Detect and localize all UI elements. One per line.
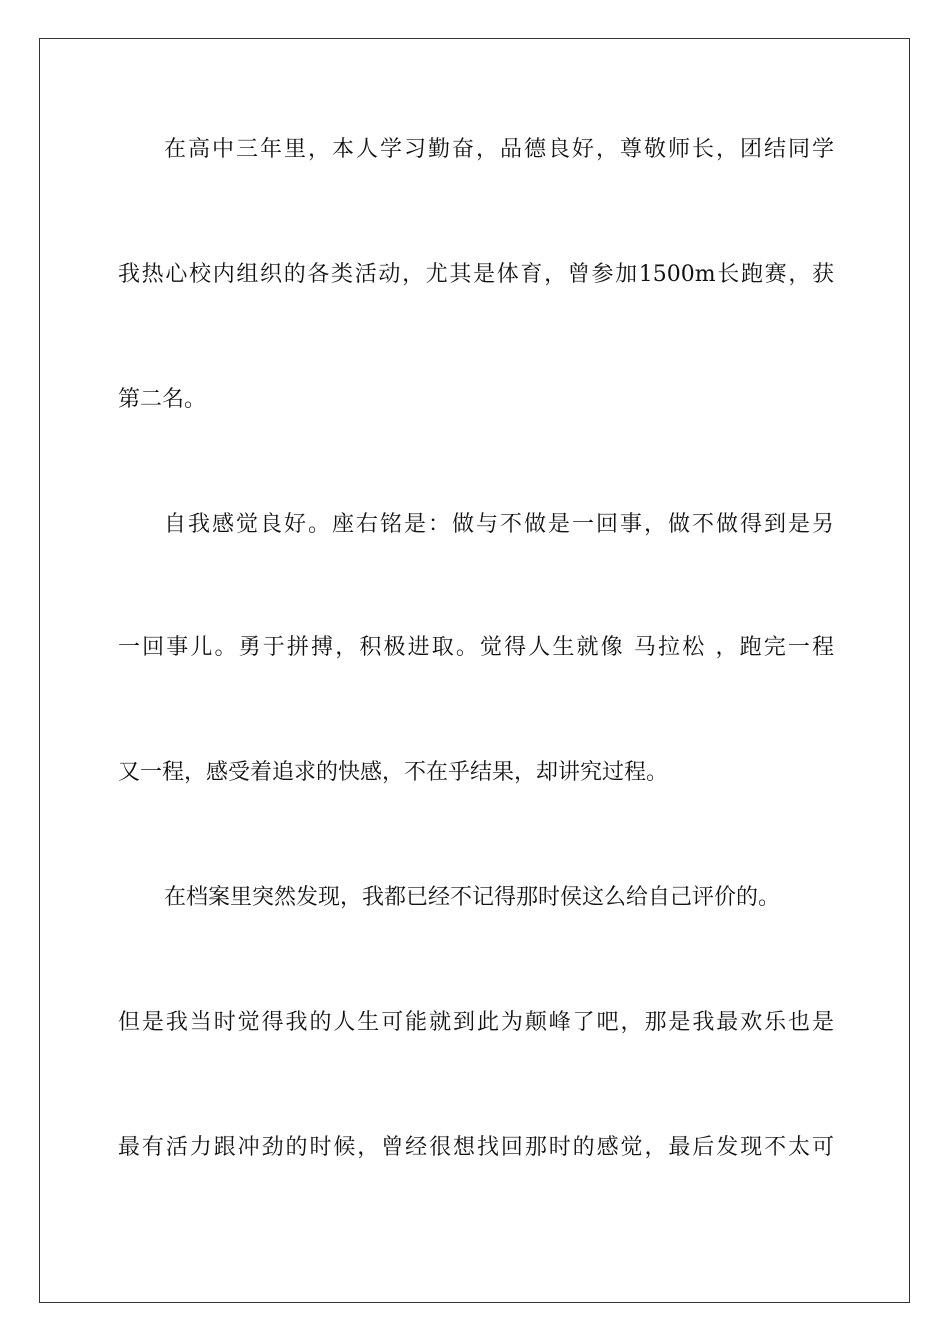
text-line: 又一程，感受着追求的快感，不在乎结果，却讲究过程。 [118,760,669,785]
text-line: 第二名。 [118,387,207,412]
text-line: 在档案里突然发现，我都已经不记得那时侯这么给自己评价的。 [164,885,781,910]
text-line: 在高中三年里，本人学习勤奋，品德良好，尊敬师长，团结同学 [164,137,834,162]
text-line: 最有活力跟冲劲的时候，曾经很想找回那时的感觉，最后发现不太可 [118,1135,834,1160]
text-line: 但是我当时觉得我的人生可能就到此为颠峰了吧，那是我最欢乐也是 [118,1010,834,1035]
page-border [39,38,910,1303]
text-line: 我热心校内组织的各类活动，尤其是体育，曾参加1500m长跑赛，获 [118,262,834,287]
text-line: 一回事儿。勇于拼搏，积极进取。觉得人生就像 马拉松 ，跑完一程 [118,635,834,660]
text-line: 自我感觉良好。座右铭是：做与不做是一回事，做不做得到是另 [164,512,834,537]
